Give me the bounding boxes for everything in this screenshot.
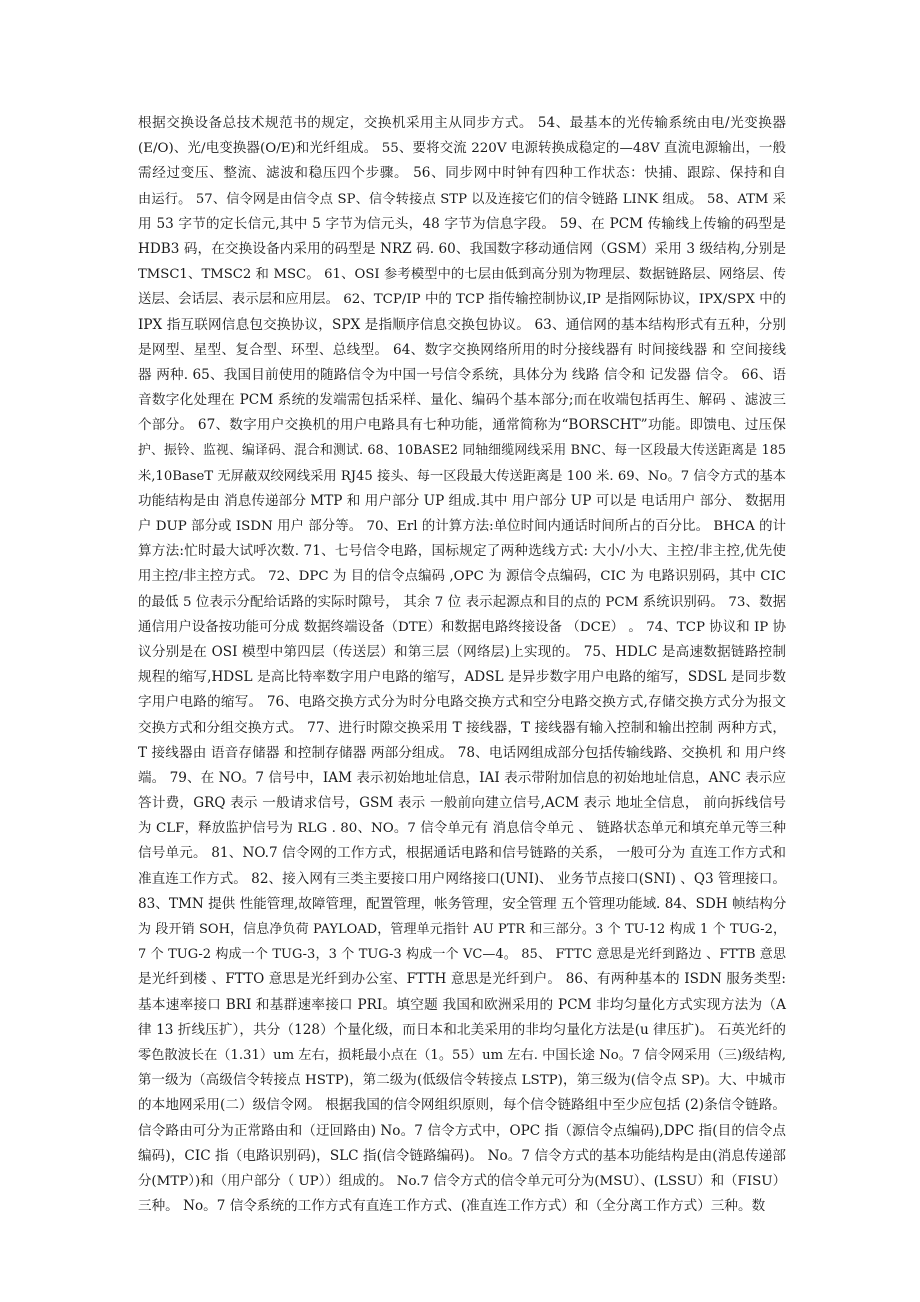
text-line: 算方法:忙时最大试呼次数. 71、七号信令电路，国标规定了两种选线方式: 大小/小大、主控/非主控,优先使 — [138, 543, 786, 560]
text-line: 的最低 5 位表示分配给话路的实际时隙号， 其余 7 位 表示起源点和目的点的 PCM 系统识别码。 73、数据 — [138, 594, 786, 610]
text-line: 护、振铃、监视、编译码、混合和测试. 68、10BASE2 同轴细缆网线采用 BNC、每一区段最大传送距离是 185 — [138, 443, 786, 459]
text-line: 由运行。 57、信令网是由信令点 SP、信令转接点 STP 以及连接它们的信令链路 LINK 组成。 58、ATM 采 — [138, 191, 786, 207]
text-line: 基本速率接口 BRI 和基群速率接口 PRI。填空题 我国和欧洲采用的 PCM 非均匀量化方式实现方法为（A — [138, 996, 786, 1013]
body-text — [138, 111, 786, 1219]
text-line: 用主控/非主控方式。 72、DPC 为 目的信令点编码 ,OPC 为 源信令点编码，CIC 为 电路识别码，其中 CIC — [138, 569, 786, 585]
text-line: 三种。 No。7 信令系统的工作方式有直连工作方式、(准直连工作方式）和（全分离工作方式）三种。数 — [138, 1198, 766, 1215]
text-line: 信号单元。 81、NO.7 信令网的工作方式，根据通话电路和信号链路的关系， 一般可分为 直连工作方式和 — [138, 845, 786, 862]
text-line: 需经过变压、整流、滤波和稳压四个步骤。 56、同步网中时钟有四种工作状态：快捕、跟踪、保持和自 — [138, 165, 786, 182]
text-line: 零色散波长在（1.31）um 左右，损耗最小点在（1。55）um 左右. 中国长途 No。7 信令网采用（三)级结构, — [138, 1047, 786, 1063]
text-line: 第一级为（高级信令转接点 HSTP)，第二级为(低级信令转接点 LSTP)，第三级为(信令点 SP)。大、中城市 — [138, 1073, 786, 1089]
text-line: 户 DUP 部分或 ISDN 用户 部分等。 70、Erl 的计算方法:单位时间内通话时间所占的百分比。 BHCA 的计 — [138, 519, 786, 534]
text-line: 端。 79、在 NO。7 信号中，IAM 表示初始地址信息，IAI 表示带附加信息的初始地址信息，ANC 表示应 — [138, 769, 786, 786]
text-line: 为 段开销 SOH，信息净负荷 PAYLOAD，管理单元指针 AU PTR 和三部分。3 个 TU-12 构成 1 个 TUG-2， — [138, 922, 786, 937]
text-line: 交换方式和分组交换方式。 77、进行时隙交换采用 T 接线器，T 接线器有输入控制和输出控制 两种方式， — [138, 719, 786, 736]
text-line: 个部分。 67、数字用户交换机的用户电路具有七种功能，通常简称为“BORSCHT”功能。即馈电、过压保 — [138, 417, 786, 434]
text-line: 功能结构是由 消息传递部分 MTP 和 用户部分 UP 组成.其中 用户部分 UP 可以是 电话用户 部分、 数据用 — [138, 492, 786, 509]
text-line: 83、TMN 提供 性能管理,故障管理，配置管理，帐务管理，安全管理 五个管理功能域. 84、SDH 帧结构分 — [138, 895, 787, 912]
text-line: 音数字化处理在 PCM 系统的发端需包括采样、量化、编码个基本部分;而在收端包括再生、解码 、滤波三 — [138, 392, 786, 409]
text-line: 分(MTP）)和（用户部分（ UP））组成的。 No.7 信令方式的信令单元可分为(MSU）、(LSSU）和（FISU） — [138, 1173, 786, 1189]
text-line: 编码)，CIC 指（电路识别码)，SLC 指(信令链路编码)。 No。7 信令方式的基本功能结构是由(消息传递部 — [138, 1147, 786, 1164]
text-line: IPX 指互联网信息包交换协议，SPX 是指顺序信息交换包协议。 63、通信网的基本结构形式有五种，分别 — [138, 316, 786, 333]
text-line: 用 53 字节的定长信元,其中 5 字节为信元头，48 字节为信息字段。 59、在 PCM 传输线上传输的码型是 — [138, 215, 786, 232]
text-line: 是网型、星型、复合型、环型、总线型。 64、数字交换网络所用的时分接线器有 时间接线器 和 空间接线 — [138, 341, 786, 358]
text-line: 器 两种. 65、我国目前使用的随路信令为中国一号信令系统，具体分为 线路 信令和 记发器 信令。 66、语 — [138, 366, 786, 383]
text-line: 为 CLF，释放监护信号为 RLG . 80、NO。7 信令单元有 消息信令单元 、 链路状态单元和填充单元等三种 — [138, 821, 786, 837]
text-line: 答计费，GRQ 表示 一般请求信号，GSM 表示 一般前向建立信号,ACM 表示 地址全信息， 前向拆线信号 — [138, 795, 786, 812]
text-line: 准直连工作方式。 82、接入网有三类主要接口用户网络接口(UNI)、 业务节点接口(SNI) 、Q3 管理接口。 — [138, 870, 786, 887]
text-line: 米,10BaseT 无屏蔽双绞网线采用 RJ45 接头、每一区段最大传送距离是 100 米. 69、No。7 信令方式的基本 — [138, 468, 786, 484]
text-line: 是光纤到楼 、FTTO 意思是光纤到办公室、FTTH 意思是光纤到户。 86、有两种基本的 ISDN 服务类型: — [138, 971, 786, 988]
text-line: 议分别是在 OSI 模型中第四层（传送层）和第三层（网络层)上实现的。 75、HDLC 是高速数据链路控制 — [138, 643, 786, 660]
text-line: 规程的缩写,HDSL 是高比特率数字用户电路的缩写，ADSL 是异步数字用户电路的缩写，SDSL 是同步数 — [138, 669, 786, 686]
text-line: 送层、会话层、表示层和应用层。 62、TCP/IP 中的 TCP 指传输控制协议,IP 是指网际协议，IPX/SPX 中的 — [138, 292, 786, 308]
text-line: TMSC1、TMSC2 和 MSC。 61、OSI 参考模型中的七层由低到高分别为物理层、数据链路层、网络层、传 — [138, 267, 786, 283]
text-line: 信令路由可分为正常路由和（迂回路由) No。7 信令方式中，OPC 指（源信令点编码),DPC 指(目的信令点 — [138, 1122, 786, 1139]
text-line: T 接线器由 语音存储器 和控制存储器 两部分组成。 78、电话网组成部分包括传输线路、交换机 和 用户终 — [138, 744, 786, 761]
text-line: 字用户电路的缩写。 76、电路交换方式分为时分电路交换方式和空分电路交换方式,存储交换方式分为报文 — [138, 694, 786, 711]
text-line: 7 个 TUG-2 构成一个 TUG-3，3 个 TUG-3 构成一个 VC—4。 85、 FTTC 意思是光纤到路边 、FTTB 意思 — [138, 947, 786, 963]
text-line: (E/O)、光/电变换器(O/E)和光纤组成。 55、要将交流 220V 电源转换成稳定的—48V 直流电源输出，一般 — [138, 141, 786, 157]
text-line: 通信用户设备按功能可分成 数据终端设备（DTE）和数据电路终接设备 （DCE） 。 74、TCP 协议和 IP 协 — [138, 619, 786, 635]
text-line: HDB3 码，在交换设备内采用的码型是 NRZ 码. 60、我国数字移动通信网（GSM）采用 3 级结构,分别是 — [138, 240, 786, 257]
text-line: 律 13 折线压扩），共分（128）个量化级，而日本和北美采用的非均匀量化方法是(u 律压扩)。 石英光纤的 — [138, 1021, 786, 1038]
text-line: 根据交换设备总技术规范书的规定，交换机采用主从同步方式。 54、最基本的光传输系统由电/光变换器 — [138, 115, 786, 131]
text-line: 的本地网采用(二）级信令网。 根据我国的信令网组织原则，每个信令链路组中至少应包括 (2)条信令链路。 — [138, 1097, 786, 1114]
